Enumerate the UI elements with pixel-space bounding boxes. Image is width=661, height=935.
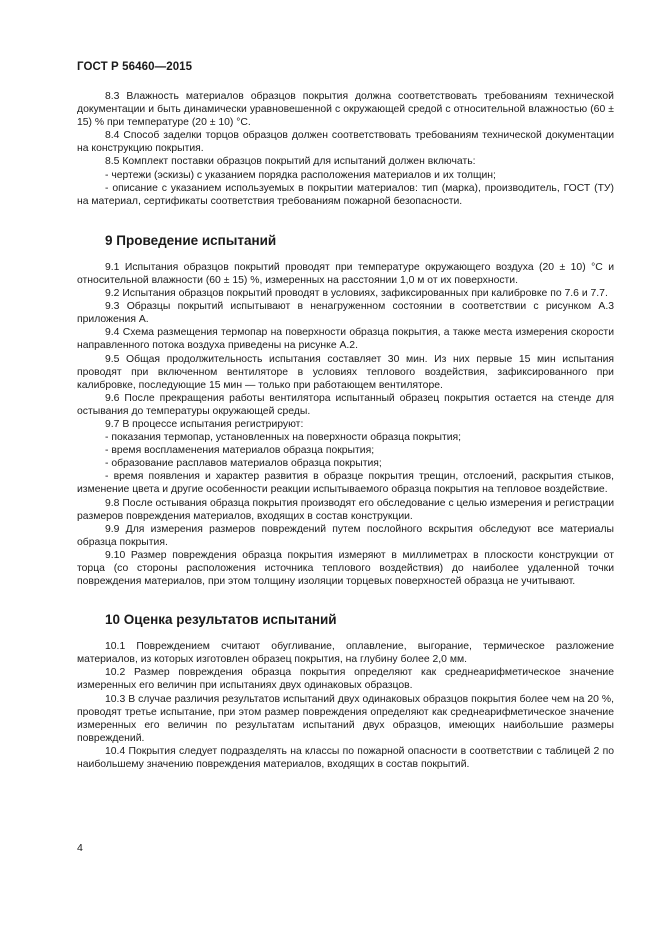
paragraph: 10.1 Повреждением считают обугливание, оплавление, выгорание, термическое разложение материалов, из которых изготовлен образец покрытия, на глубину более 2,0 мм. (77, 641, 614, 666)
section-10-heading: 10 Оценка результатов испытаний (105, 612, 337, 628)
page-number: 4 (77, 842, 83, 854)
list-item: - время воспламенения материалов образца покрытия; (105, 445, 375, 457)
paragraph: 10.4 Покрытия следует подразделять на классы по пожарной опасности в соответствии с таблицей 2 по наибольшему значению повреждения материалов, входящих в состав покрытий. (77, 745, 614, 771)
paragraph: 10.3 В случае различия результатов испытаний двух одинаковых образцов покрытия более чем на 20 %, проводят третье испытание, при этом размер повреждения определяют как среднеарифметическое значение измеренных его величин по результатам испытаний двух образцов, имеющих наибольшие размеры повреждений. (77, 693, 614, 744)
section-9-body (77, 261, 614, 588)
document-body (77, 90, 614, 771)
paragraph: 9.8 После остывания образца покрытия производят его обследование с целью измерения и регистрации размеров повреждения материалов, входящих в состав конструкции. (77, 497, 614, 522)
paragraph: 9.6 После прекращения работы вентилятора испытанный образец покрытия остается на стенде для остывания до температуры окружающей среды. (77, 392, 614, 417)
section-9-heading: 9 Проведение испытаний (105, 232, 277, 248)
paragraph: 9.4 Схема размещения термопар на поверхности образца покрытия, а также места измерения скорости направленного потока воздуха приведены на рисунке А.2. (77, 327, 614, 352)
paragraph: 9.2 Испытания образцов покрытий проводят в условиях, зафиксированных при калибровке по 7.6 и 7.7. (105, 288, 608, 300)
paragraph: 8.5 Комплект поставки образцов покрытий для испытаний должен включать: (105, 156, 476, 168)
paragraph: 9.9 Для измерения размеров повреждений путем послойного вскрытия обследуют все материалы образца покрытия. (77, 523, 614, 548)
paragraph: 10.2 Размер повреждения образца покрытия определяют как среднеарифметическое значение измеренных его величин при испытаниях двух одинаковых образцов. (77, 667, 614, 692)
list-item: - показания термопар, установленных на поверхности образца покрытия; (105, 432, 462, 444)
paragraph: 9.5 Общая продолжительность испытания составляет 30 мин. Из них первые 15 мин испытания проводят при включенном вентиляторе в условиях теплового воздействия, зафиксированного при калибровке, последующие 15 мин — только при работающем вентиляторе. (77, 353, 614, 391)
list-item: - описание с указанием используемых в покрытии материалов: тип (марка), производитель, ГОСТ (ТУ) на материал, сертификаты соответствия требованиям пожарной безопасности. (77, 182, 614, 207)
section-10-body (77, 640, 614, 771)
paragraph: 8.3 Влажность материалов образцов покрытия должна соответствовать требованиям технической документации и быть динамически уравновешенной с окружающей средой с относительной влажностью (60 ± 15) % при температуре (20 ± 10) °С. (77, 91, 614, 129)
paragraph: 8.4 Способ заделки торцов образцов должен соответствовать требованиям технической документации на конструкцию покрытия. (77, 130, 614, 155)
paragraph: 9.3 Образцы покрытий испытывают в ненагруженном состоянии в соответствии с рисунком А.3 приложения А. (77, 301, 614, 326)
paragraph: 9.7 В процессе испытания регистрируют: (105, 418, 304, 430)
list-item: - образование расплавов материалов образца покрытия; (105, 458, 382, 470)
section-8-continuation (77, 90, 614, 208)
paragraph: 9.10 Размер повреждения образца покрытия измеряют в миллиметрах в плоскости конструкции от торца (со стороны расположения источника теплового воздействия) до наиболее удаленной точки повреждения материалов, при этом толщину изоляции торцевых поверхностей образца не учитывают. (77, 549, 614, 588)
document-header: ГОСТ Р 56460—2015 (77, 61, 193, 73)
list-item: - время появления и характер развития в образце покрытия трещин, отслоений, раскрытия стыков, изменение цвета и другие особенности реакции испытываемого образца покрытия на тепловое воздействие. (77, 471, 614, 496)
list-item: - чертежи (эскизы) с указанием порядка расположения материалов и их толщин; (105, 169, 496, 181)
paragraph: 9.1 Испытания образцов покрытий проводят при температуре окружающего воздуха (20 ± 10) °С и относительной влажности (60 ± 15) %, измеренных на расстоянии 1,0 м от их поверхности. (77, 261, 614, 286)
